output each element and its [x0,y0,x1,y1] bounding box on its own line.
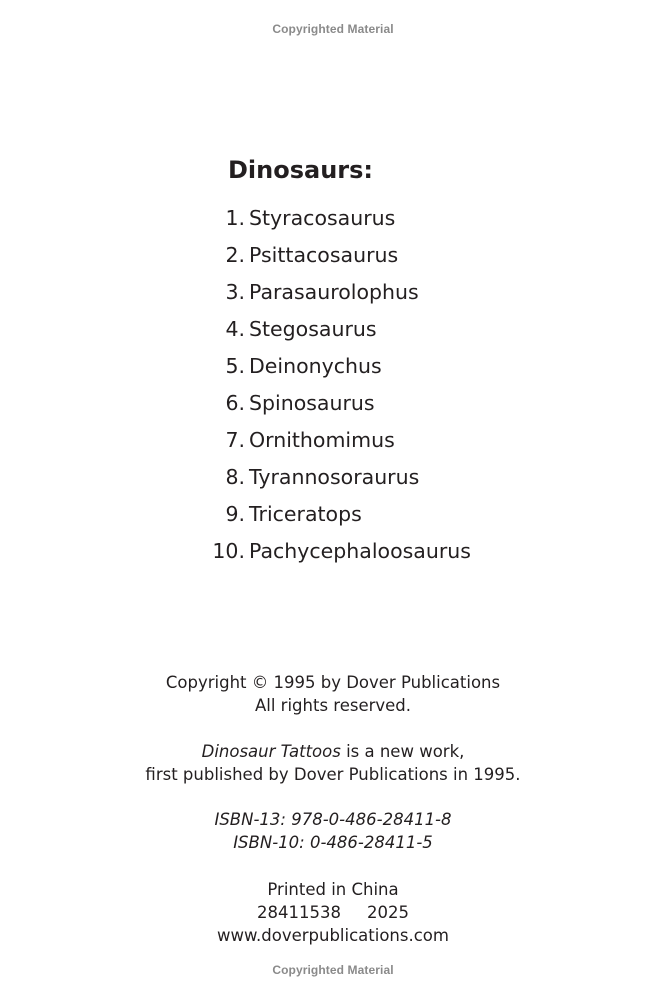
list-item-number: 2. [225,242,245,267]
list-item [200,236,471,273]
list-item-number: 3. [225,279,245,304]
list-item [200,458,471,495]
printed-in-line: Printed in China [267,880,399,899]
isbn-13-line [0,808,666,831]
isbn-block [0,808,666,854]
isbn-13-value: : 978-0-486-28411-8 [280,810,452,829]
isbn-13-label: ISBN-13 [214,810,281,829]
list-item [200,273,471,310]
list-item-number: 9. [225,501,245,526]
book-title: Dinosaur Tattoos [201,742,341,761]
isbn-10-value: : 0-486-28411-5 [299,833,433,852]
edition-line-1 [0,740,666,763]
list-item [200,347,471,384]
edition-line-2: first published by Dover Publications in 1995. [145,765,521,784]
list-item [200,384,471,421]
list-item-number: 8. [225,464,245,489]
list-item [200,421,471,458]
list-item-name: Deinonychus [249,353,382,378]
isbn-10-label: ISBN-10 [233,833,300,852]
list-item [200,199,471,236]
list-item-number: 10. [212,538,245,563]
list-item-name: Psittacosaurus [249,242,399,267]
list-item-name: Styracosaurus [249,205,396,230]
list-item [200,310,471,347]
list-item-number: 4. [225,316,245,341]
list-item-name: Ornithomimus [249,427,395,452]
edition-notice [0,740,666,786]
copyrighted-material-watermark-bottom: Copyrighted Material [272,963,394,977]
list-item [200,495,471,532]
copyrighted-material-watermark-top: Copyrighted Material [272,22,394,36]
dinosaurs-heading: Dinosaurs: [228,156,374,184]
publisher-website: www.doverpublications.com [217,926,449,945]
dinosaur-list [200,199,471,569]
copyright-notice [0,671,666,717]
list-item-name: Stegosaurus [249,316,377,341]
list-item-number: 5. [225,353,245,378]
list-item-number: 7. [225,427,245,452]
list-item-name: Parasaurolophus [249,279,419,304]
list-item-number: 6. [225,390,245,415]
product-code: 28411538 [257,903,341,922]
list-item-number: 1. [225,205,245,230]
list-item [200,532,471,569]
product-code-line [0,901,666,924]
edition-line-1-rest: is a new work, [340,742,465,761]
print-year: 2025 [366,903,409,922]
copyright-line: Copyright © 1995 by Dover Publications [165,673,501,692]
list-item-name: Triceratops [249,501,362,526]
printing-info [0,878,666,947]
list-item-name: Spinosaurus [249,390,375,415]
list-item-name: Tyrannosoraurus [249,464,420,489]
isbn-10-line [0,831,666,854]
rights-reserved-line: All rights reserved. [254,696,412,715]
list-item-name: Pachycephaloosaurus [249,538,471,563]
